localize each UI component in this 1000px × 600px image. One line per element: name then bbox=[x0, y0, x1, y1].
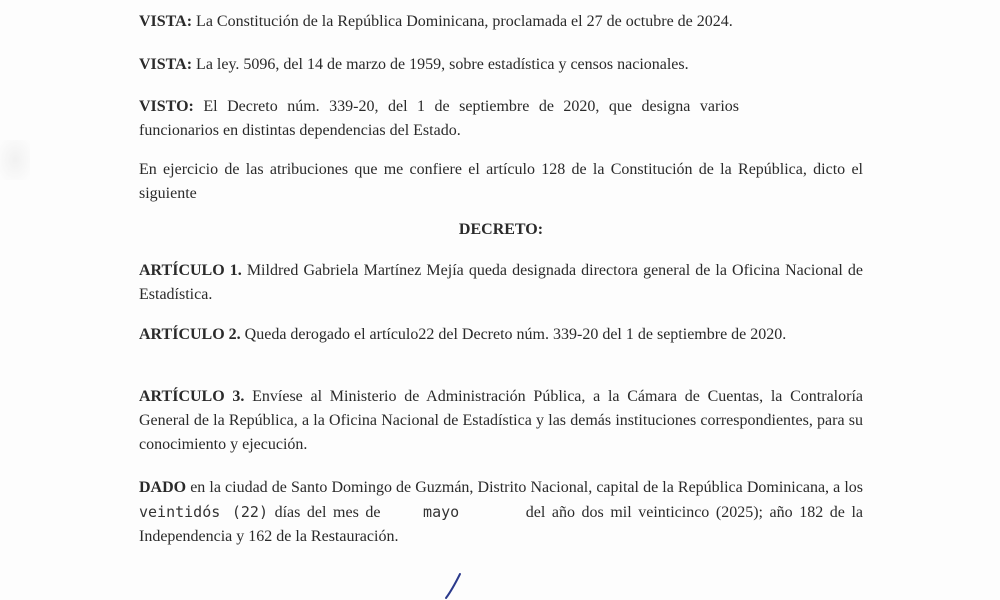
articulo-label: ARTÍCULO 1. bbox=[139, 262, 242, 279]
ejercicio-text: En ejercicio de las atribuciones que me confiere el artículo 128 de la Constitución de la República, dicto el siguiente bbox=[139, 161, 863, 202]
vista-label: VISTA: bbox=[139, 56, 193, 73]
articulo-text: Mildred Gabriela Martínez Mejía queda designada directora general de la Oficina Nacional de Estadística. bbox=[139, 262, 864, 303]
vista-text: La ley. 5096, del 14 de marzo de 1959, sobre estadística y censos nacionales. bbox=[192, 56, 689, 73]
articulo-2 bbox=[139, 323, 863, 347]
decreto-title: DECRETO: bbox=[458, 221, 544, 238]
visto-label: VISTO: bbox=[139, 98, 194, 115]
dado-paragraph bbox=[139, 476, 863, 549]
dado-month: mayo bbox=[423, 503, 460, 521]
articulo-label: ARTÍCULO 2. bbox=[139, 326, 241, 343]
scan-smudge bbox=[0, 140, 30, 180]
vista-ley bbox=[139, 53, 863, 77]
dado-day: veintidós (22) bbox=[139, 503, 268, 521]
articulo-1 bbox=[139, 259, 863, 307]
visto-decreto bbox=[139, 95, 739, 143]
articulo-text: Queda derogado el artículo22 del Decreto núm. 339-20 del 1 de septiembre de 2020. bbox=[240, 326, 787, 343]
articulo-label: ARTÍCULO 3. bbox=[139, 388, 245, 405]
signature-stroke-icon bbox=[440, 572, 480, 600]
dado-text-3: del año dos mil veinticinco (2025); año 182 de la Independencia y 162 de la Restauración. bbox=[139, 504, 863, 545]
vista-text: La Constitución de la República Dominicana, proclamada el 27 de octubre de 2024. bbox=[192, 13, 733, 30]
visto-text: El Decreto núm. 339-20, del 1 de septiembre de 2020, que designa varios funcionarios en distintas dependencias del Estado. bbox=[139, 98, 739, 139]
vista-constitucion bbox=[139, 10, 863, 34]
dado-label: DADO bbox=[139, 479, 187, 496]
dado-text-2: días del mes de bbox=[268, 504, 388, 521]
articulo-3 bbox=[139, 385, 863, 457]
dado-text-1: en la ciudad de Santo Domingo de Guzmán, Distrito Nacional, capital de la República Dominicana, a los bbox=[186, 479, 863, 496]
ejercicio-paragraph bbox=[139, 158, 863, 206]
vista-label: VISTA: bbox=[139, 13, 193, 30]
articulo-text: Envíese al Ministerio de Administración Pública, a la Cámara de Cuentas, la Contraloría General de la República, a la Oficina Nacional de Estadística y las demás instituciones correspondientes, para su conocimiento y ejecución. bbox=[139, 388, 863, 453]
